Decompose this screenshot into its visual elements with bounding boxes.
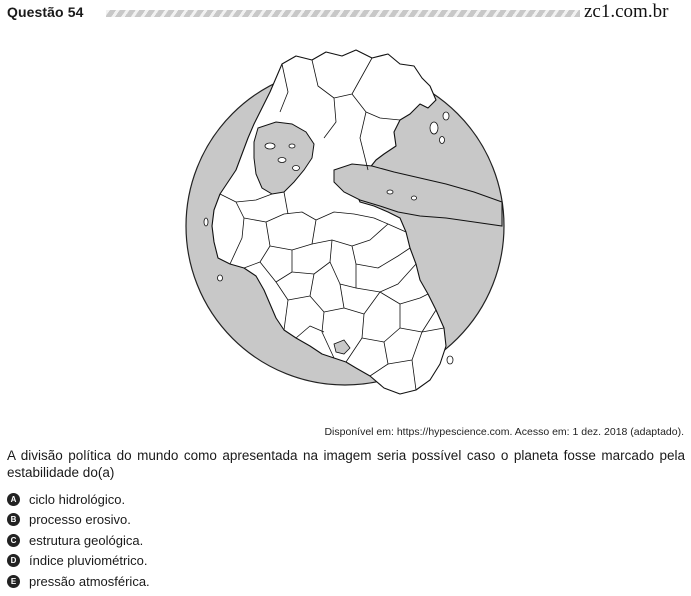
pangaea-globe-map [184, 42, 506, 410]
option-d[interactable] [7, 551, 150, 572]
option-letter-badge: D [7, 554, 20, 567]
figure-source: Disponível em: https://hypescience.com. Acesso em: 1 dez. 2018 (adaptado). [324, 426, 684, 438]
option-letter-badge: E [7, 575, 20, 588]
option-letter-badge: B [7, 513, 20, 526]
option-c[interactable] [7, 530, 150, 551]
option-text: processo erosivo. [29, 512, 131, 528]
question-header [0, 0, 691, 26]
option-e[interactable] [7, 571, 150, 592]
option-text: pressão atmosférica. [29, 573, 150, 589]
question-number: Questão 54 [7, 4, 84, 20]
header-stripe [106, 10, 580, 17]
option-a[interactable] [7, 489, 150, 510]
option-b[interactable] [7, 510, 150, 531]
site-watermark: zc1.com.br [584, 1, 669, 22]
option-text: estrutura geológica. [29, 532, 144, 548]
option-letter-badge: A [7, 493, 20, 506]
answer-options [7, 489, 150, 592]
option-letter-badge: C [7, 534, 20, 547]
option-text: índice pluviométrico. [29, 553, 148, 569]
option-text: ciclo hidrológico. [29, 491, 126, 507]
question-text: A divisão política do mundo como apresentada na imagem seria possível caso o planeta fosse marcado pela estabilidade do(a) [7, 448, 685, 480]
